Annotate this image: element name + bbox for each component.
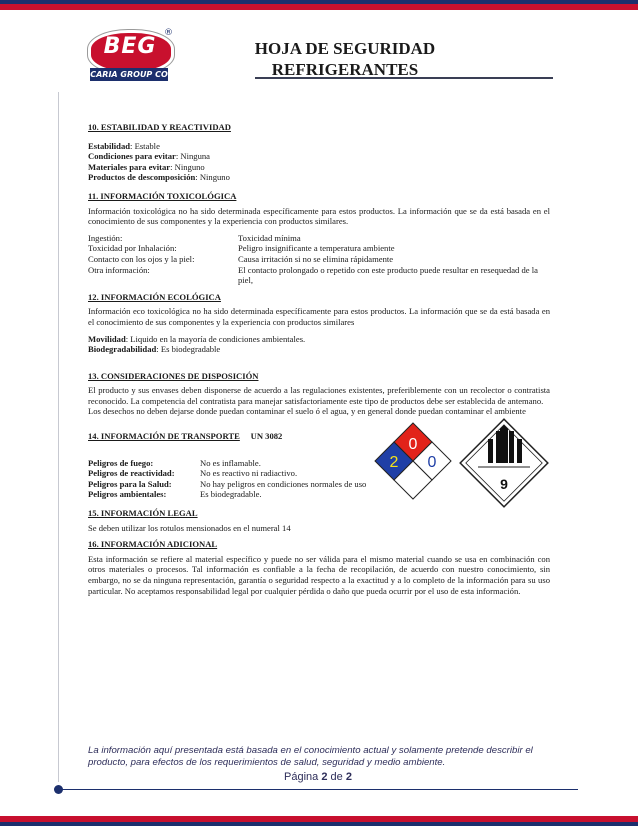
hazard-class-number: 9 [500, 476, 508, 493]
class-9-hazard-icon [458, 417, 550, 509]
title-line-2: REFRIGERANTES [271, 60, 419, 79]
section-14 [88, 431, 550, 500]
nfpa-diamond-icon [373, 421, 453, 501]
section-16-title: 16. INFORMACIÓN ADICIONAL [88, 539, 218, 550]
nfpa-instability: 0 [427, 454, 437, 472]
top-color-bar [0, 0, 638, 10]
section-15-title: 15. INFORMACIÓN LEGAL [88, 508, 198, 519]
section-11-intro: Información toxicológica no ha sido determinada específicamente para estos productos. La información que se da está basada en el conocimiento de sus componentes y la experiencia con productos similares. [88, 205, 550, 227]
footer-rule [58, 789, 578, 790]
hazard-row: Peligros de fuego: No es inflamable. [88, 457, 261, 468]
conditions-line: Condiciones para evitar: Ninguna [88, 151, 210, 162]
section-12 [88, 292, 550, 355]
document-body [88, 122, 550, 596]
registered-mark: ® [164, 28, 173, 38]
hazard-row: Peligros de reactividad: No es reactivo ni radiactivo. [88, 468, 298, 479]
hazard-row: Peligros para la Salud: No hay peligros en condiciones normales de uso [88, 478, 367, 489]
logo-text: BEG [103, 34, 157, 59]
footer-disclaimer: La información aquí presentada está basada en el conocimiento actual y solamente pretende describir el producto, para efectos de los requerimientos de salud, seguridad y medio ambiente. [88, 745, 533, 768]
section-10 [88, 122, 550, 183]
tox-row: Otra información: El contacto prolongado o repetido con este producto puede resultar en resequedad de la piel, [88, 264, 538, 286]
section-15 [88, 508, 550, 533]
nfpa-flammability: 0 [408, 436, 418, 454]
section-12-title: 12. INFORMACIÓN ECOLÓGICA [88, 291, 221, 302]
section-12-intro: Información eco toxicológica no ha sido determinada específicamente para estos productos. La información que se da está basada en el conocimiento de sus componentes y la experiencia con productos similares [88, 306, 550, 327]
mobility-line: Movilidad: Liquido en la mayoría de condiciones ambientales. [88, 333, 306, 344]
section-13-paragraph-1: El producto y sus envases deben disponerse de acuerdo a las regulaciones existentes, preferiblemente con un recolector o contratista reconocido. La competencia del contratista para manejar satisfactoriamente este tipo de productos debe ser establecida de antemano. [88, 385, 550, 406]
stability-line: Estabilidad: Estable [88, 140, 160, 151]
biodegradability-line: Biodegradabilidad: Es biodegradable [88, 344, 221, 355]
hazard-row: Peligros ambientales: Es biodegradable. [88, 489, 262, 500]
materials-line: Materiales para evitar: Ninguno [88, 161, 205, 172]
left-margin-rule [58, 92, 59, 782]
logo-subtext: CARIA GROUP CO [90, 70, 168, 79]
tox-row: Ingestión: Toxicidad mínima [88, 232, 301, 243]
title-underline [255, 77, 553, 79]
bottom-color-bar [0, 816, 638, 826]
section-13-paragraph-2: Los desechos no deben dejarse donde puedan contaminar el suelo ó el agua, y en general donde puedan contaminar el ambiente [88, 406, 526, 417]
un-number: UN 3082 [250, 431, 283, 442]
page-number: Página 2 de 2 [284, 771, 352, 783]
bar-red-stripe [0, 816, 638, 822]
section-16 [88, 539, 550, 596]
bar-navy-stripe [0, 822, 638, 826]
section-16-text: Esta información se refiere al material específico y puede no ser válida para el mismo material cuando se usa en combinación con otros materiales o procesos. Tal información es confiable a la fecha de recopilación, de acuerdo con nuestro conocimiento, sin embargo, no se da ninguna representación, garantía o seguridad respecto a la exactitud y a lo completo de la información para su uso particular. No aceptamos responsabilidad legal por cualquier pérdida o daño que pueda ocurrir por el uso de esta información. [88, 553, 550, 596]
section-10-title: 10. ESTABILIDAD Y REACTIVIDAD [88, 122, 231, 132]
section-11 [88, 191, 550, 286]
bar-navy-stripe [0, 0, 638, 4]
tox-row: Toxicidad por Inhalación: Peligro insignificante a temperatura ambiente [88, 243, 395, 254]
nfpa-health: 2 [389, 454, 399, 472]
section-11-title: 11. INFORMACIÓN TOXICOLÓGICA [88, 190, 237, 201]
tox-row: Contacto con los ojos y la piel: Causa irritación si no se elimina rápidamente [88, 253, 394, 264]
section-13-title: 13. CONSIDERACIONES DE DISPOSICIÓN [88, 370, 259, 381]
decomposition-line: Productos de descomposición: Ninguno [88, 172, 230, 183]
company-logo [88, 28, 174, 78]
title-line-1: HOJA DE SEGURIDAD [254, 39, 436, 58]
section-13 [88, 371, 550, 417]
section-14-title: 14. INFORMACIÓN DE TRANSPORTE [88, 431, 240, 442]
bar-red-stripe [0, 4, 638, 10]
section-15-text: Se deben utilizar los rotulos mensionados en el numeral 14 [88, 522, 291, 533]
document-title [215, 38, 475, 80]
